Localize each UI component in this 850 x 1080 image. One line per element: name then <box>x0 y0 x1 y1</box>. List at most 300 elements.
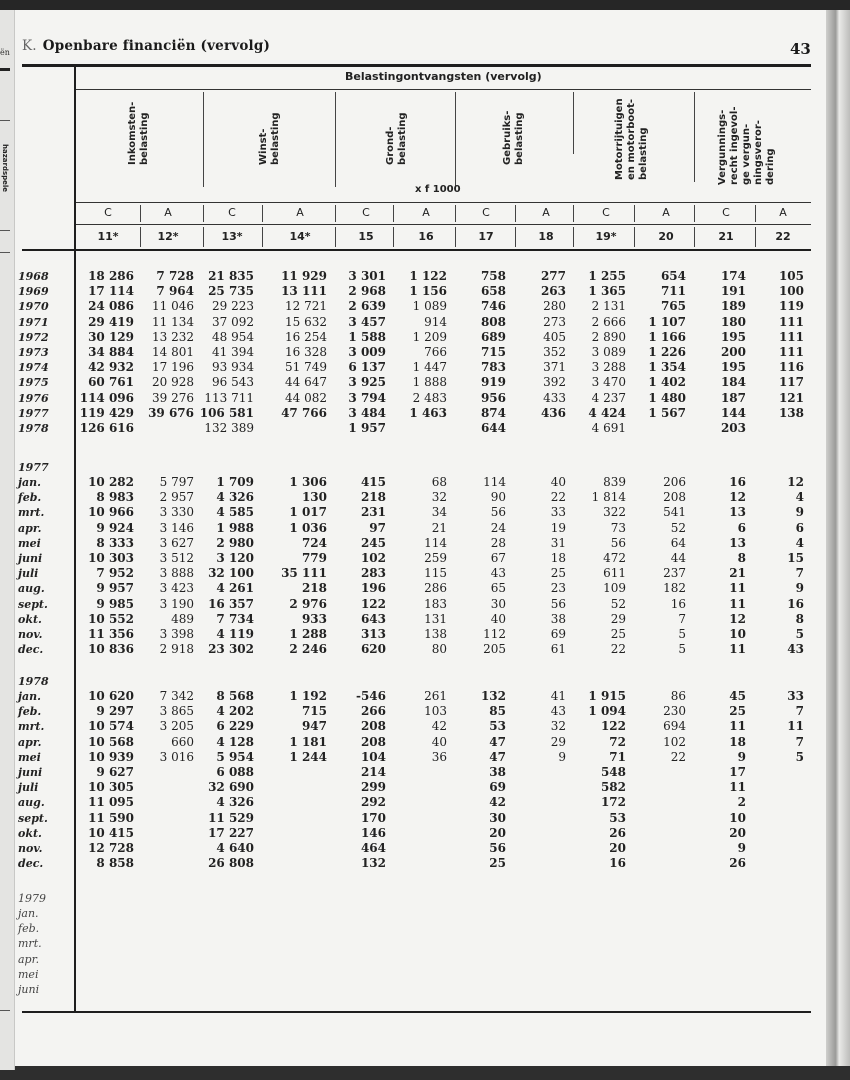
table-cell: 3 925 <box>348 375 386 390</box>
table-cell: 114 <box>424 535 447 550</box>
section-title: Openbare financiën (vervolg) <box>42 38 271 54</box>
section-prefix: K. <box>22 38 37 54</box>
col-number-4: 15 <box>358 230 374 243</box>
table-cell: 195 <box>720 329 746 344</box>
table-cell: 489 <box>171 611 194 626</box>
table-cell: 4 128 <box>216 734 254 749</box>
table-cell: 783 <box>480 360 506 375</box>
table-cell: 3 398 <box>159 627 194 641</box>
table-cell: 5 797 <box>159 475 194 489</box>
table-cell: 643 <box>360 611 386 626</box>
table-row-year-label: 1970 <box>18 300 49 314</box>
table-cell: 3 457 <box>348 314 386 329</box>
table-cell: 47 <box>489 749 506 764</box>
table-cell: 183 <box>424 596 447 611</box>
table-cell: 766 <box>424 345 447 359</box>
table-row-month-label: sept. <box>18 811 48 825</box>
table-row-month-label: mrt. <box>18 937 42 951</box>
table-row-year-label: 1974 <box>18 361 49 375</box>
table-cell: 56 <box>610 535 626 550</box>
table-cell: 16 <box>609 856 626 871</box>
table-cell: 187 <box>720 390 746 405</box>
table-cell: 266 <box>360 704 386 719</box>
col-number-8: 19* <box>595 230 617 243</box>
table-cell: 261 <box>424 689 447 703</box>
table-cell: 114 096 <box>79 390 134 405</box>
col-type-3: A <box>296 206 304 219</box>
table-cell: 51 749 <box>285 360 327 375</box>
table-cell: 22 <box>610 642 626 657</box>
table-cell: 8 983 <box>96 490 134 505</box>
table-cell: 1 709 <box>216 475 254 489</box>
header-bottom-rule <box>22 249 811 251</box>
table-cell: 2 968 <box>348 284 386 299</box>
table-cell: 138 <box>778 405 804 420</box>
table-cell: 119 429 <box>79 405 134 420</box>
table-cell: 69 <box>550 627 566 641</box>
table-cell: 48 954 <box>212 329 254 344</box>
table-cell: 11 <box>729 642 746 657</box>
table-cell: 3 301 <box>348 269 386 283</box>
table-cell: 3 016 <box>159 749 194 764</box>
table-cell: 45 <box>729 689 746 703</box>
table-cell: 44 647 <box>285 375 327 390</box>
table-cell: 10 303 <box>88 551 134 565</box>
table-cell: 7 734 <box>216 611 254 626</box>
table-cell: 13 <box>729 505 746 520</box>
col-header-winstbelasting: Winst- belasting <box>258 112 281 165</box>
table-row-month-label: juli <box>18 567 39 581</box>
table-cell: 7 <box>795 566 804 581</box>
margin-tab-rule <box>0 68 10 71</box>
table-row-month-label: feb. <box>18 922 40 936</box>
table-cell: 548 <box>600 765 626 779</box>
table-row-month-label: juni <box>18 766 43 779</box>
col-number-10: 21 <box>718 230 734 243</box>
table-cell: 138 <box>424 627 447 641</box>
table-cell: 1 226 <box>648 345 686 359</box>
header-divider <box>573 92 574 154</box>
table-cell: 105 <box>778 269 804 283</box>
col-type-4: C <box>362 206 370 219</box>
table-row-year-label: 1975 <box>18 376 49 390</box>
table-cell: 611 <box>603 566 626 581</box>
margin-tab-rule <box>0 1010 10 1011</box>
table-cell: 11 590 <box>88 810 134 825</box>
table-row-month-label: dec. <box>18 643 44 657</box>
table-cell: 44 082 <box>285 390 327 405</box>
table-cell: 11 134 <box>152 314 194 329</box>
table-cell: 1 365 <box>588 284 626 299</box>
table-cell: 25 <box>729 704 746 719</box>
table-cell: 11 <box>729 596 746 611</box>
table-row-month-label: mei <box>18 967 39 981</box>
table-cell: 144 <box>720 405 746 420</box>
table-cell: 40 <box>550 475 566 489</box>
table-cell: 206 <box>663 475 686 489</box>
table-row-year-label: 1976 <box>18 391 49 405</box>
table-cell: 24 <box>490 520 506 535</box>
table-cell: 113 711 <box>204 390 254 405</box>
table-cell: 415 <box>360 475 386 489</box>
table-cell: 41 394 <box>212 345 254 359</box>
table-cell: 21 835 <box>208 269 254 283</box>
table-cell: 12 <box>787 475 804 489</box>
table-cell: 9 <box>558 749 566 764</box>
table-row-month-label: jan. <box>18 690 41 703</box>
top-thick-rule <box>22 64 811 67</box>
table-cell: 3 865 <box>159 704 194 719</box>
table-cell: 839 <box>603 475 626 489</box>
col-type-10: C <box>722 206 730 219</box>
table-cell: 3 330 <box>159 505 194 520</box>
table-cell: 20 <box>729 825 746 840</box>
table-cell: 3 190 <box>159 596 194 611</box>
col-number-5: 16 <box>418 230 434 243</box>
table-cell: 26 808 <box>208 856 254 871</box>
table-cell: 660 <box>171 734 194 749</box>
table-row-month-label: dec. <box>18 857 44 871</box>
table-cell: 3 627 <box>159 535 194 550</box>
table-cell: 111 <box>778 314 804 329</box>
table-cell: 116 <box>778 360 804 375</box>
table-cell: 8 <box>795 611 804 626</box>
table-cell: 122 <box>360 596 386 611</box>
table-cell: 4 237 <box>591 390 626 405</box>
table-cell: 67 <box>490 551 506 565</box>
col-header-vergunningsrecht: Vergunnings- recht ingevol- ge vergun- ningsveror- dering <box>717 106 776 185</box>
header-divider <box>694 92 695 182</box>
table-cell: 18 <box>729 734 746 749</box>
table-cell: 25 <box>550 566 566 581</box>
table-cell: 4 202 <box>216 704 254 719</box>
table-cell: 200 <box>720 345 746 359</box>
year-heading-1979: 1979 <box>18 892 46 905</box>
table-cell: 10 <box>729 810 746 825</box>
table-cell: 85 <box>489 704 506 719</box>
table-cell: 174 <box>720 269 746 283</box>
table-row-month-label: mrt. <box>18 506 45 520</box>
page-right-edge <box>826 10 850 1070</box>
table-cell: 131 <box>424 611 447 626</box>
table-cell: 5 954 <box>216 749 254 764</box>
table-cell: 47 <box>489 734 506 749</box>
table-cell: 9 <box>737 749 746 764</box>
table-cell: 24 086 <box>88 299 134 314</box>
table-cell: 1 089 <box>412 299 447 314</box>
col-type-0: C <box>104 206 112 219</box>
table-cell: 40 <box>431 734 447 749</box>
table-cell: 56 <box>489 841 506 855</box>
table-cell: 3 484 <box>348 405 386 420</box>
table-cell: 119 <box>778 299 804 314</box>
table-row-month-label: jan. <box>18 476 41 489</box>
table-cell: 4 <box>795 535 804 550</box>
col-number-0: 11* <box>97 230 119 243</box>
table-cell: 30 <box>490 596 506 611</box>
table-cell: 16 <box>729 475 746 489</box>
table-cell: 3 205 <box>159 719 194 734</box>
table-cell: 10 282 <box>88 475 134 489</box>
table-cell: 10 574 <box>88 719 134 734</box>
table-cell: 3 512 <box>159 551 194 565</box>
table-row-month-label: mrt. <box>18 720 45 734</box>
table-cell: 273 <box>543 314 566 329</box>
bottom-thick-rule <box>22 1011 811 1013</box>
page-title <box>22 38 270 54</box>
page-number: 43 <box>790 40 811 58</box>
table-cell: 104 <box>360 749 386 764</box>
group-header-rule <box>76 89 811 90</box>
table-cell: 919 <box>480 375 506 390</box>
table-cell: 9 985 <box>96 596 134 611</box>
table-row-month-label: apr. <box>18 521 42 535</box>
table-row-month-label: juli <box>18 781 39 795</box>
table-cell: 21 <box>729 566 746 581</box>
table-cell: 392 <box>543 375 566 390</box>
table-cell: 16 <box>787 596 804 611</box>
table-cell: 2 980 <box>216 535 254 550</box>
table-cell: 208 <box>663 490 686 505</box>
table-cell: 1 480 <box>648 390 686 405</box>
table-cell: 32 690 <box>208 780 254 795</box>
table-cell: 19 <box>550 520 566 535</box>
unit-label: x f 1000 <box>415 184 461 195</box>
table-cell: 10 620 <box>88 689 134 703</box>
table-cell: 97 <box>369 520 386 535</box>
table-cell: 30 129 <box>88 329 134 344</box>
table-cell: 172 <box>600 795 626 810</box>
table-cell: 779 <box>301 551 327 565</box>
table-cell: 132 <box>360 856 386 871</box>
table-row-year-label: 1971 <box>18 315 49 329</box>
table-cell: 111 <box>778 345 804 359</box>
table-cell: 29 223 <box>212 299 254 314</box>
table-cell: 292 <box>360 795 386 810</box>
table-row-month-label: okt. <box>18 826 42 840</box>
header-divider <box>335 92 336 187</box>
table-cell: 11 529 <box>208 810 254 825</box>
table-cell: 1 567 <box>648 405 686 420</box>
table-cell: 53 <box>609 810 626 825</box>
table-cell: 53 <box>489 719 506 734</box>
table-row-year-label: 1977 <box>18 406 49 420</box>
table-cell: 90 <box>490 490 506 505</box>
margin-tab-label: hazardspele <box>1 144 9 193</box>
table-cell: 1 107 <box>648 314 686 329</box>
table-cell: 130 <box>301 490 327 505</box>
table-cell: 35 111 <box>281 566 327 581</box>
table-cell: 237 <box>663 566 686 581</box>
table-cell: 7 952 <box>96 566 134 581</box>
table-cell: 715 <box>301 704 327 719</box>
table-cell: 2 976 <box>289 596 327 611</box>
table-cell: 3 089 <box>591 345 626 359</box>
table-cell: 121 <box>778 390 804 405</box>
table-cell: 34 <box>431 505 447 520</box>
table-cell: 2 131 <box>591 299 626 314</box>
table-cell: 405 <box>543 329 566 344</box>
year-heading-1977: 1977 <box>18 461 49 474</box>
table-cell: 874 <box>480 405 506 420</box>
table-cell: 765 <box>660 299 686 314</box>
table-cell: 371 <box>543 360 566 375</box>
table-cell: 23 <box>550 581 566 596</box>
table-cell: 352 <box>543 345 566 359</box>
table-cell: 4 <box>795 490 804 505</box>
scan-bottom-edge <box>0 1066 850 1080</box>
table-cell: 286 <box>424 581 447 596</box>
table-cell: 17 <box>729 765 746 779</box>
table-cell: 4 585 <box>216 505 254 520</box>
table-cell: 32 <box>550 719 566 734</box>
table-cell: 10 939 <box>88 749 134 764</box>
table-cell: 472 <box>603 551 626 565</box>
table-cell: 22 <box>670 749 686 764</box>
table-cell: 11 <box>729 719 746 734</box>
table-cell: 102 <box>663 734 686 749</box>
table-cell: 231 <box>360 505 386 520</box>
table-cell: 2 957 <box>159 490 194 505</box>
table-cell: 1 888 <box>412 375 447 390</box>
table-cell: 1 402 <box>648 375 686 390</box>
table-cell: 33 <box>550 505 566 520</box>
table-row-year-label: 1973 <box>18 346 49 359</box>
table-cell: 715 <box>480 345 506 359</box>
table-cell: 218 <box>301 581 327 596</box>
table-cell: 259 <box>424 551 447 565</box>
table-cell: 52 <box>670 520 686 535</box>
table-cell: 205 <box>483 642 506 657</box>
table-cell: 4 691 <box>591 421 626 435</box>
margin-tab-rule <box>0 120 10 121</box>
table-cell: 10 415 <box>88 825 134 840</box>
table-cell: 2 639 <box>348 299 386 314</box>
table-cell: 21 <box>431 520 447 535</box>
table-cell: 13 232 <box>152 329 194 344</box>
table-cell: 112 <box>483 627 506 641</box>
table-cell: 208 <box>360 719 386 734</box>
table-cell: 96 543 <box>212 375 254 390</box>
table-cell: 1 814 <box>591 490 626 505</box>
table-cell: 56 <box>490 505 506 520</box>
table-cell: 644 <box>480 421 506 435</box>
table-cell: 8 858 <box>96 856 134 871</box>
table-cell: 12 728 <box>88 841 134 855</box>
table-cell: 6 088 <box>216 765 254 779</box>
table-cell: 1 988 <box>216 520 254 535</box>
table-cell: 3 009 <box>348 345 386 359</box>
table-cell: 808 <box>480 314 506 329</box>
table-cell: 20 <box>609 841 626 855</box>
table-cell: 14 801 <box>152 345 194 359</box>
table-cell: 13 111 <box>281 284 327 299</box>
table-row-month-label: juni <box>18 552 43 565</box>
margin-edge-text: ën <box>0 48 10 57</box>
header-divider <box>203 92 204 187</box>
table-cell: 10 568 <box>88 734 134 749</box>
col-type-6: C <box>482 206 490 219</box>
table-cell: 189 <box>720 299 746 314</box>
table-cell: 7 728 <box>156 269 194 283</box>
table-cell: 40 <box>490 611 506 626</box>
table-cell: 10 305 <box>88 780 134 795</box>
table-cell: 29 <box>550 734 566 749</box>
table-cell: 15 632 <box>285 314 327 329</box>
table-cell: 20 <box>489 825 506 840</box>
table-cell: 195 <box>720 360 746 375</box>
table-cell: 2 246 <box>289 642 327 657</box>
table-cell: 711 <box>660 284 686 299</box>
table-row-month-label: nov. <box>18 842 43 855</box>
year-heading-1978: 1978 <box>18 675 49 688</box>
table-cell: 43 <box>490 566 506 581</box>
table-cell: 73 <box>610 520 626 535</box>
table-cell: 5 <box>795 749 804 764</box>
table-cell: 86 <box>670 689 686 703</box>
table-cell: 93 934 <box>212 360 254 375</box>
table-cell: 658 <box>480 284 506 299</box>
table-cell: 654 <box>660 269 686 283</box>
table-cell: 4 326 <box>216 490 254 505</box>
table-cell: 20 928 <box>152 375 194 390</box>
table-cell: 191 <box>720 284 746 299</box>
table-cell: 689 <box>480 329 506 344</box>
table-cell: 38 <box>550 611 566 626</box>
table-cell: 31 <box>550 535 566 550</box>
table-cell: 1 166 <box>648 329 686 344</box>
table-row-month-label: mei <box>18 536 41 550</box>
table-cell: 25 <box>489 856 506 871</box>
table-cell: 10 836 <box>88 642 134 657</box>
table-cell: 3 288 <box>591 360 626 375</box>
table-cell: 29 419 <box>88 314 134 329</box>
table-cell: 132 <box>480 689 506 703</box>
table-cell: 39 276 <box>152 390 194 405</box>
previous-page-margin <box>0 10 15 1070</box>
table-cell: 8 <box>737 551 746 565</box>
table-cell: 28 <box>490 535 506 550</box>
table-cell: 322 <box>603 505 626 520</box>
table-cell: 4 261 <box>216 581 254 596</box>
table-cell: 16 328 <box>285 345 327 359</box>
table-cell: 1 915 <box>588 689 626 703</box>
table-cell: 9 <box>795 505 804 520</box>
table-cell: 1 354 <box>648 360 686 375</box>
table-cell: 2 666 <box>591 314 626 329</box>
table-cell: 1 192 <box>289 689 327 703</box>
table-cell: 746 <box>480 299 506 314</box>
table-cell: 5 <box>678 642 686 657</box>
table-cell: 115 <box>424 566 447 581</box>
table-cell: 1 181 <box>289 734 327 749</box>
type-row-bottom-rule <box>76 224 811 225</box>
table-cell: 620 <box>360 642 386 657</box>
table-cell: 436 <box>540 405 566 420</box>
table-cell: 42 932 <box>88 360 134 375</box>
table-cell: 13 <box>729 535 746 550</box>
table-cell: 16 357 <box>208 596 254 611</box>
table-cell: 230 <box>663 704 686 719</box>
table-cell: 33 <box>787 689 804 703</box>
col-number-6: 17 <box>478 230 494 243</box>
table-row-month-label: apr. <box>18 952 40 966</box>
table-cell: 299 <box>360 780 386 795</box>
table-cell: 12 721 <box>285 299 327 314</box>
table-cell: 3 423 <box>159 581 194 596</box>
table-cell: 433 <box>543 390 566 405</box>
col-type-1: A <box>164 206 172 219</box>
